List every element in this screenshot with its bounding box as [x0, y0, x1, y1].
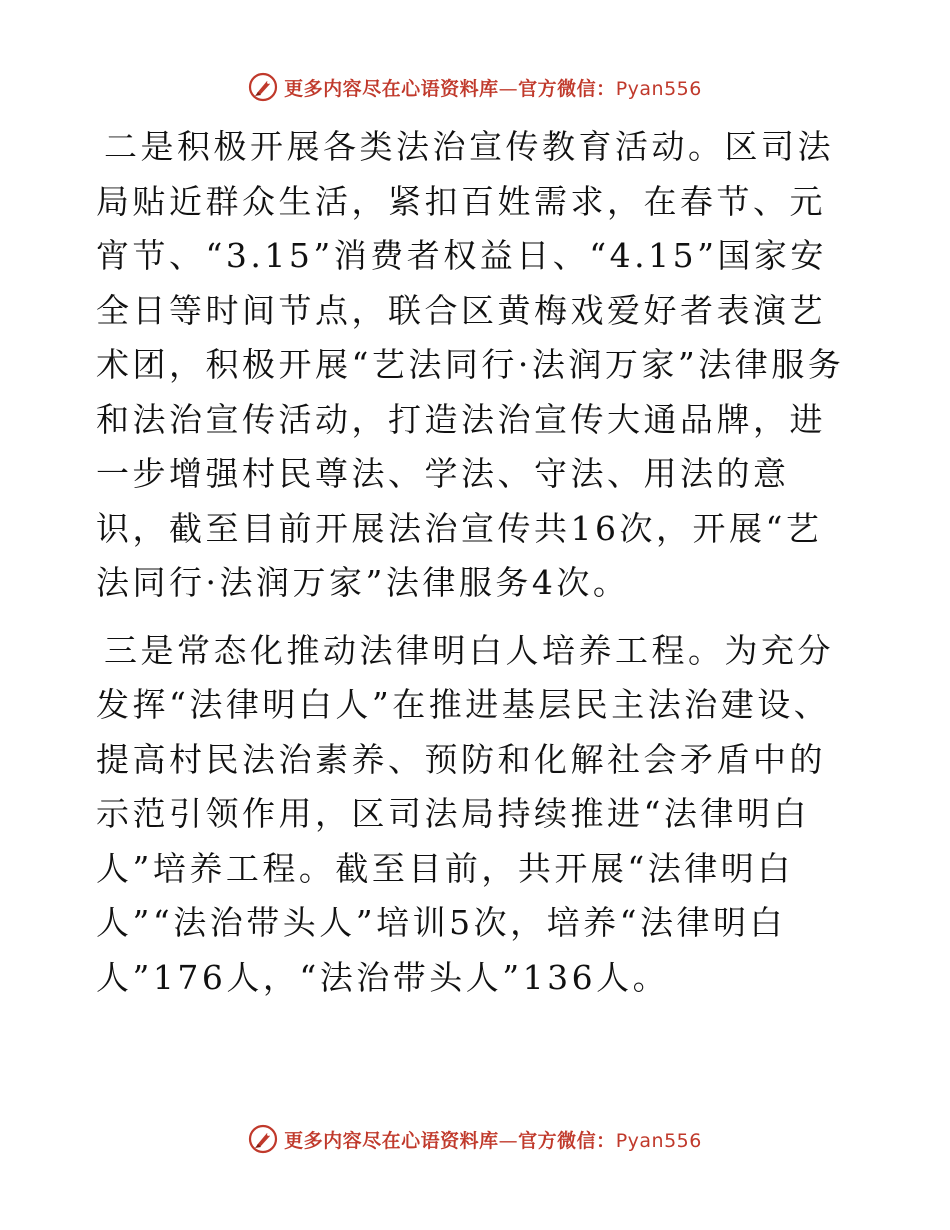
paragraph-legal-publicity: 二是积极开展各类法治宣传教育活动。区司法局贴近群众生活，紧扣百姓需求，在春节、元宵节、“3.15”消费者权益日、“4.15”国家安全日等时间节点，联合区黄梅戏爱好者表演艺术团，积极开展“艺法同行·法润万家”法律服务和法治宣传活动，打造法治宣传大通品牌，进一步增强村民尊法、学法、守法、用法的意识，截至目前开展法治宣传共16次，开展“艺法同行·法润万家”法律服务4次。 [96, 127, 845, 602]
header-watermark [0, 72, 950, 102]
watermark-site: 更多内容尽在心语资料库 [284, 77, 499, 100]
pen-nib-icon [248, 1124, 278, 1154]
pen-nib-icon [248, 72, 278, 102]
document-body [96, 120, 856, 1005]
paragraph-legal-understanding: 三是常态化推动法律明白人培养工程。为充分发挥“法律明白人”在推进基层民主法治建设、提高村民法治素养、预防和化解社会矛盾中的示范引领作用，区司法局持续推进“法律明白人”培养工程。截至目前，共开展“法律明白人”“法治带头人”培训5次，培养“法律明白人”176人，“法治带头人”136人。 [96, 630, 834, 997]
watermark-text [284, 74, 702, 101]
footer-watermark [0, 1124, 950, 1154]
watermark-wechat-label: 官方微信： [518, 1129, 616, 1152]
watermark-wechat-label: 官方微信： [518, 77, 616, 100]
watermark-wechat-id: Pyan556 [615, 1129, 702, 1152]
watermark-text [284, 1126, 702, 1153]
watermark-wechat-id: Pyan556 [615, 77, 702, 100]
watermark-site: 更多内容尽在心语资料库 [284, 1129, 499, 1152]
watermark-separator: — [498, 1129, 519, 1152]
watermark-separator: — [498, 77, 519, 100]
